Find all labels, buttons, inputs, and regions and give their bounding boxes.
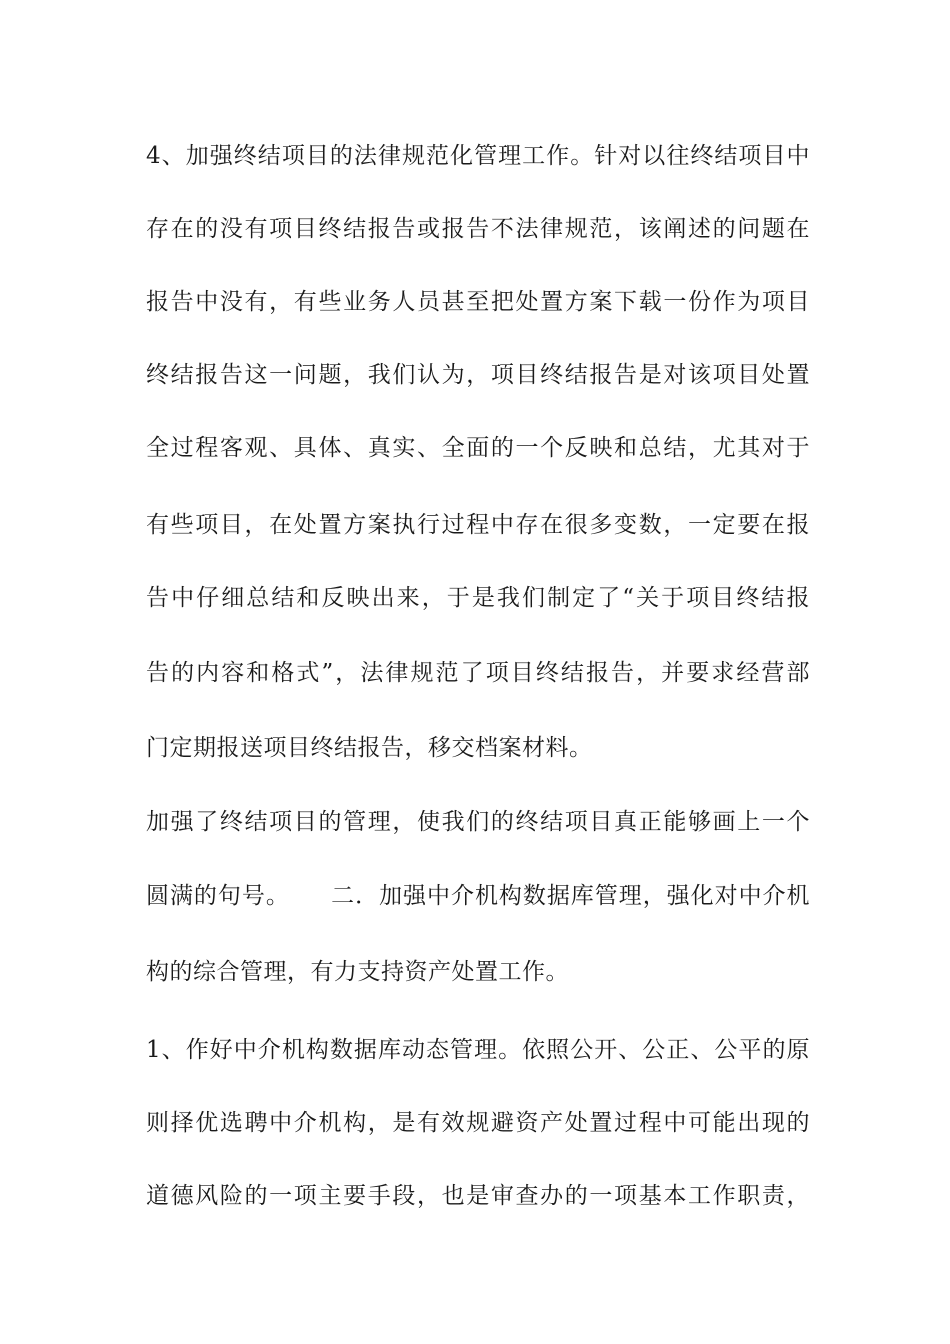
text-line: 报告中没有，有些业务人员甚至把处置方案下载一份作为项目 <box>146 289 810 315</box>
text-line: 加强了终结项目的管理，使我们的终结项目真正能够画上一个 <box>146 809 810 835</box>
text-line: 门定期报送项目终结报告，移交档案材料。 <box>146 735 593 761</box>
text-line: 圆满的句号。 二．加强中介机构数据库管理，强化对中介机 <box>146 883 810 909</box>
text-line: 道德风险的一项主要手段，也是审查办的一项基本工作职责， <box>146 1183 810 1209</box>
text-line: 终结报告这一问题，我们认为，项目终结报告是对该项目处置 <box>146 362 810 388</box>
text-line: 全过程客观、具体、真实、全面的一个反映和总结，尤其对于 <box>146 435 810 461</box>
text-line: 告的内容和格式”，法律规范了项目终结报告，并要求经营部 <box>146 660 810 686</box>
text-line: 存在的没有项目终结报告或报告不法律规范，该阐述的问题在 <box>146 216 810 242</box>
text-line: 1、作好中介机构数据库动态管理。依照公开、公正、公平的原 <box>146 1037 810 1063</box>
text-line: 告中仔细总结和反映出来，于是我们制定了“关于项目终结报 <box>146 585 810 611</box>
text-line: 有些项目，在处置方案执行过程中存在很多变数，一定要在报 <box>146 512 810 538</box>
text-line: 4、加强终结项目的法律规范化管理工作。针对以往终结项目中 <box>146 143 810 169</box>
text-line: 则择优选聘中介机构，是有效规避资产处置过程中可能出现的 <box>146 1110 810 1136</box>
text-line: 构的综合管理，有力支持资产处置工作。 <box>146 959 569 985</box>
